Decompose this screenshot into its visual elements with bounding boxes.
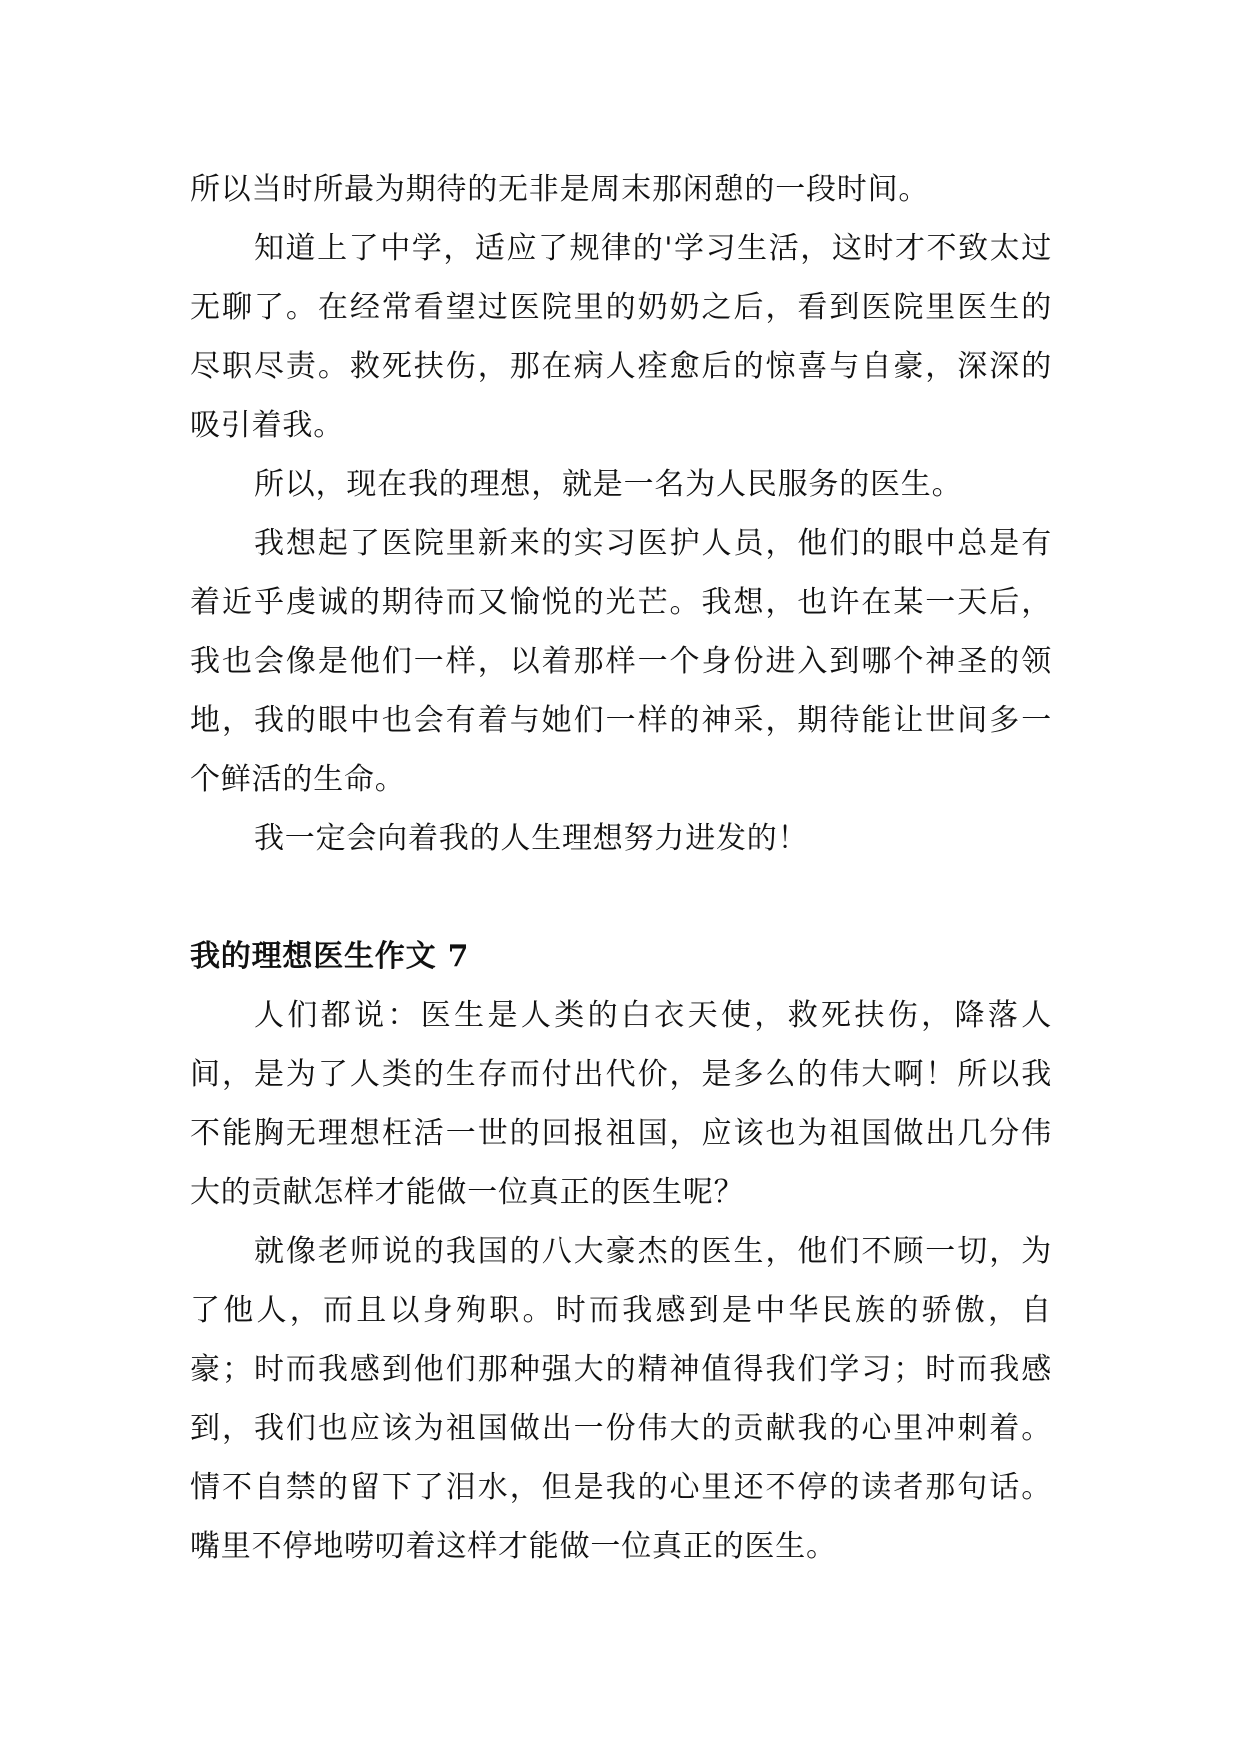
paragraph-3: 所以，现在我的理想，就是一名为人民服务的医生。 — [254, 467, 963, 502]
paragraph-1: 所以当时所最为期待的无非是周末那闲憩的一段时间。 — [190, 172, 930, 207]
paragraph-5: 我一定会向着我的人生理想努力进发的！ — [254, 821, 809, 856]
paragraph-6: 人们都说：医生是人类的白衣天使，救死扶伤，降落人间，是为了人类的生存而付出代价，是多么的伟大啊！所以我不能胸无理想枉活一世的回报祖国，应该也为祖国做出几分伟大的贡献怎样才能做一位真正的医生呢？ — [190, 998, 1052, 1210]
paragraph-4: 我想起了医院里新来的实习医护人员，他们的眼中总是有着近乎虔诚的期待而又愉悦的光芒。我想，也许在某一天后，我也会像是他们一样，以着那样一个身份进入到哪个神圣的领地，我的眼中也会有着与她们一样的神采，期待能让世间多一个鲜活的生命。 — [190, 526, 1052, 797]
paragraph-7: 就像老师说的我国的八大豪杰的医生，他们不顾一切，为了他人，而且以身殉职。时而我感到是中华民族的骄傲，自豪；时而我感到他们那种强大的精神值得我们学习；时而我感到，我们也应该为祖国做出一份伟大的贡献我的心里冲刺着。情不自禁的留下了泪水，但是我的心里还不停的读者那句话。嘴里不停地唠叨着这样才能做一位真正的医生。 — [190, 1234, 1052, 1564]
document-page — [190, 160, 1052, 1576]
paragraph-2: 知道上了中学，适应了规律的'学习生活，这时才不致太过无聊了。在经常看望过医院里的奶奶之后，看到医院里医生的尽职尽责。救死扶伤，那在病人痊愈后的惊喜与自豪，深深的吸引着我。 — [190, 231, 1052, 443]
section-title: 我的理想医生作文 7 — [190, 939, 470, 974]
